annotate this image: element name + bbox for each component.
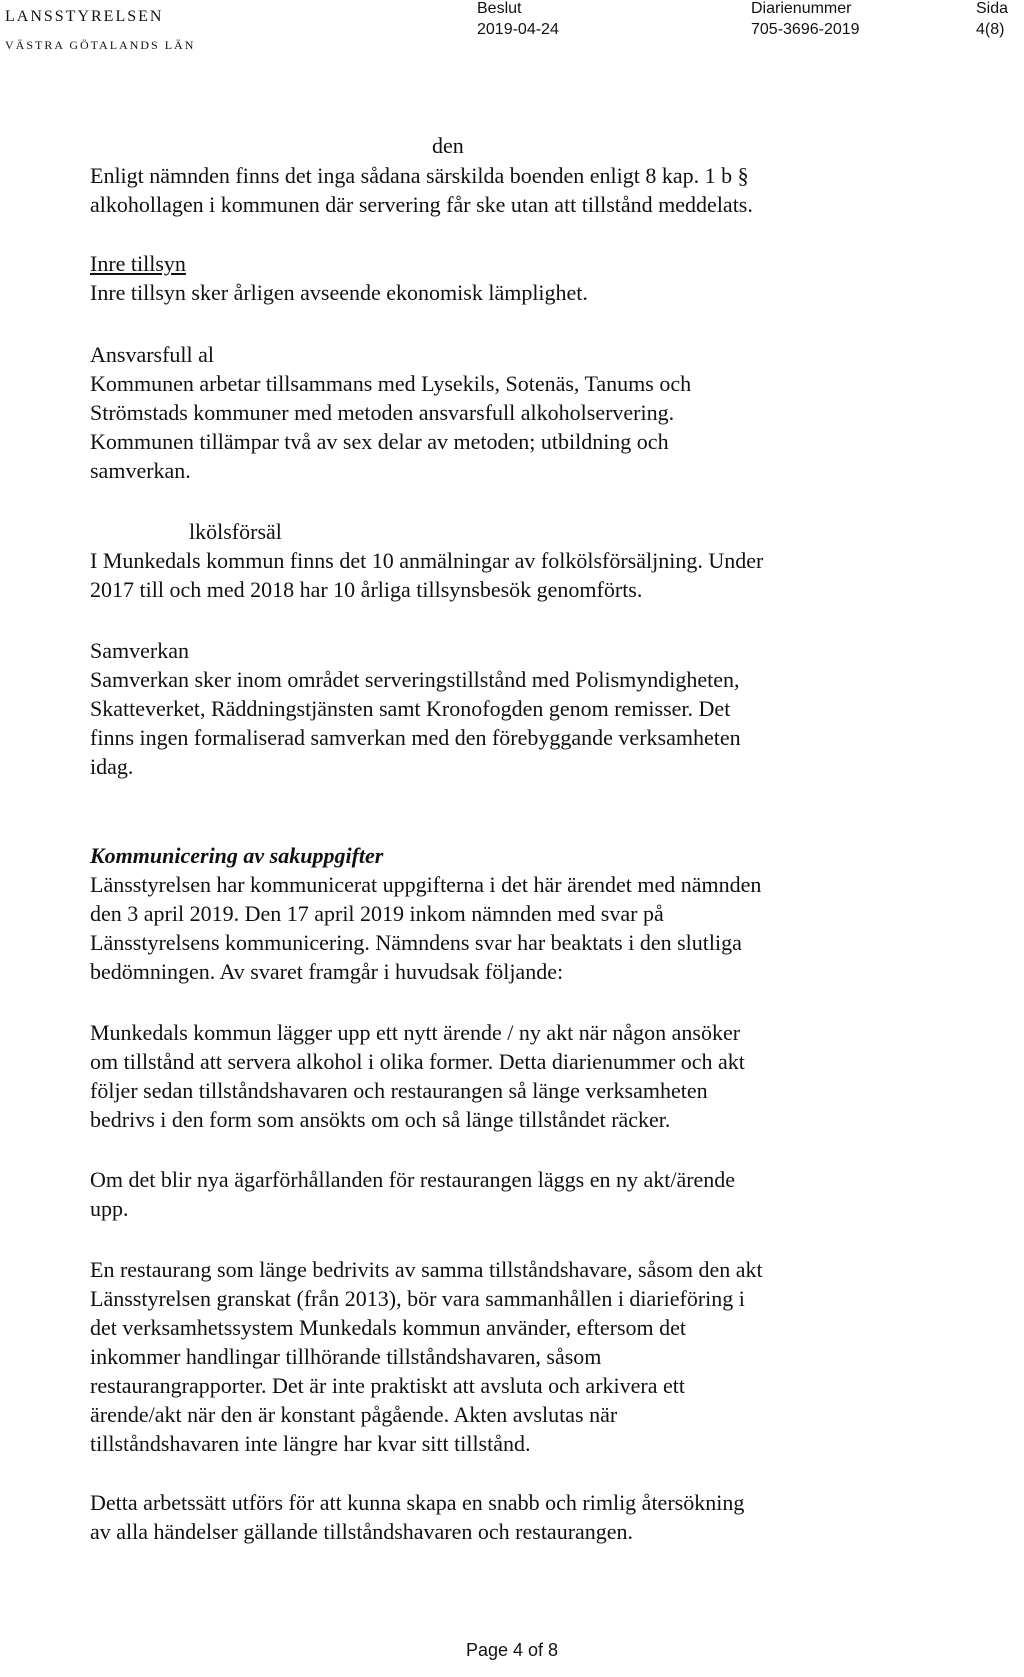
text-line: den 3 april 2019. Den 17 april 2019 inkom nämnden med svar på xyxy=(90,901,664,926)
org-logo-line1: LANSSTYRELSEN xyxy=(5,8,164,25)
heading-kommunicering: Kommunicering av sakuppgifter xyxy=(90,843,384,868)
sida-value: 4(8) xyxy=(976,21,1005,38)
paragraph-svar-3 xyxy=(90,1255,990,1458)
text-line: idag. xyxy=(90,754,134,779)
diarienummer-label: Diarienummer xyxy=(751,0,852,17)
paragraph-svar-2 xyxy=(90,1165,990,1223)
paragraph-ansvarsfull xyxy=(90,369,990,485)
text-line: om tillstånd att servera alkohol i olika former. Detta diarienummer och akt xyxy=(90,1049,745,1074)
text-line: I Munkedals kommun finns det 10 anmälningar av folkölsförsäljning. Under xyxy=(90,548,764,573)
heading-inre-tillsyn: Inre tillsyn xyxy=(90,251,186,276)
text-line: alkohollagen i kommunen där servering får ske utan att tillstånd meddelats. xyxy=(90,192,753,217)
text-line: Strömstads kommuner med metoden ansvarsfull alkoholservering. xyxy=(90,400,675,425)
text-line: följer sedan tillståndshavaren och restaurangen så länge verksamheten xyxy=(90,1078,708,1103)
paragraph-folkol xyxy=(90,546,990,604)
text-line: Enligt nämnden finns det inga sådana särskilda boenden enligt 8 kap. 1 b § xyxy=(90,163,749,188)
text-line: det verksamhetssystem Munkedals kommun använder, eftersom det xyxy=(90,1315,687,1340)
paragraph-inre-tillsyn xyxy=(90,278,990,307)
text-line: Kommunen arbetar tillsammans med Lysekils, Sotenäs, Tanums och xyxy=(90,371,692,396)
text-line: av alla händelser gällande tillståndshavaren och restaurangen. xyxy=(90,1519,634,1544)
text-line: inkommer handlingar tillhörande tillståndshavaren, såsom xyxy=(90,1344,602,1369)
heading-ansvarsfull: Ansvarsfull al xyxy=(90,342,215,367)
paragraph-svar-4 xyxy=(90,1488,990,1546)
text-line: Inre tillsyn sker årligen avseende ekonomisk lämplighet. xyxy=(90,280,588,305)
paragraph-kommunicering xyxy=(90,870,990,986)
beslut-label: Beslut xyxy=(477,0,522,17)
text-line: Om det blir nya ägarförhållanden för restaurangen läggs en ny akt/ärende xyxy=(90,1167,736,1192)
org-logo-line2: VÄSTRA GÖTALANDS LÄN xyxy=(5,38,196,52)
beslut-date: 2019-04-24 xyxy=(477,21,559,38)
text-line: restaurangrapporter. Det är inte praktiskt att avsluta och arkivera ett xyxy=(90,1373,685,1398)
text-line: Kommunen tillämpar två av sex delar av metoden; utbildning och xyxy=(90,429,669,454)
paragraph-boenden xyxy=(90,161,990,219)
text-line: Länsstyrelsens kommunicering. Nämndens svar har beaktats i den slutliga xyxy=(90,930,742,955)
heading-folkolsforsaljning: lkölsförsäl xyxy=(189,519,282,544)
text-line: bedömningen. Av svaret framgår i huvudsak följande: xyxy=(90,959,564,984)
diarienummer-value: 705-3696-2019 xyxy=(751,21,860,38)
text-line: Länsstyrelsen har kommunicerat uppgifterna i det här ärendet med nämnden xyxy=(90,872,762,897)
fragment-den: den xyxy=(432,133,464,158)
page-number-footer: Page 4 of 8 xyxy=(465,1640,559,1660)
text-line: En restaurang som länge bedrivits av samma tillståndshavare, såsom den akt xyxy=(90,1257,763,1282)
sida-label: Sida xyxy=(976,0,1009,17)
text-line: tillståndshavaren inte längre har kvar sitt tillstånd. xyxy=(90,1431,531,1456)
text-line: bedrivs i den form som ansökts om och så länge tillståndet räcker. xyxy=(90,1107,671,1132)
text-line: ärende/akt när den är konstant pågående. Akten avslutas när xyxy=(90,1402,618,1427)
text-line: upp. xyxy=(90,1196,129,1221)
text-line: Munkedals kommun lägger upp ett nytt ärende / ny akt när någon ansöker xyxy=(90,1020,741,1045)
heading-samverkan: Samverkan xyxy=(90,638,189,663)
paragraph-samverkan xyxy=(90,665,990,781)
text-line: finns ingen formaliserad samverkan med den förebyggande verksamheten xyxy=(90,725,741,750)
text-line: Detta arbetssätt utförs för att kunna skapa en snabb och rimlig återsökning xyxy=(90,1490,745,1515)
paragraph-svar-1 xyxy=(90,1018,990,1134)
text-line: 2017 till och med 2018 har 10 årliga tillsynsbesök genomförts. xyxy=(90,577,643,602)
text-line: Skatteverket, Räddningstjänsten samt Kronofogden genom remisser. Det xyxy=(90,696,731,721)
text-line: Samverkan sker inom området serveringstillstånd med Polismyndigheten, xyxy=(90,667,740,692)
text-line: Länsstyrelsen granskat (från 2013), bör vara sammanhållen i diarieföring i xyxy=(90,1286,745,1311)
text-line: samverkan. xyxy=(90,458,191,483)
